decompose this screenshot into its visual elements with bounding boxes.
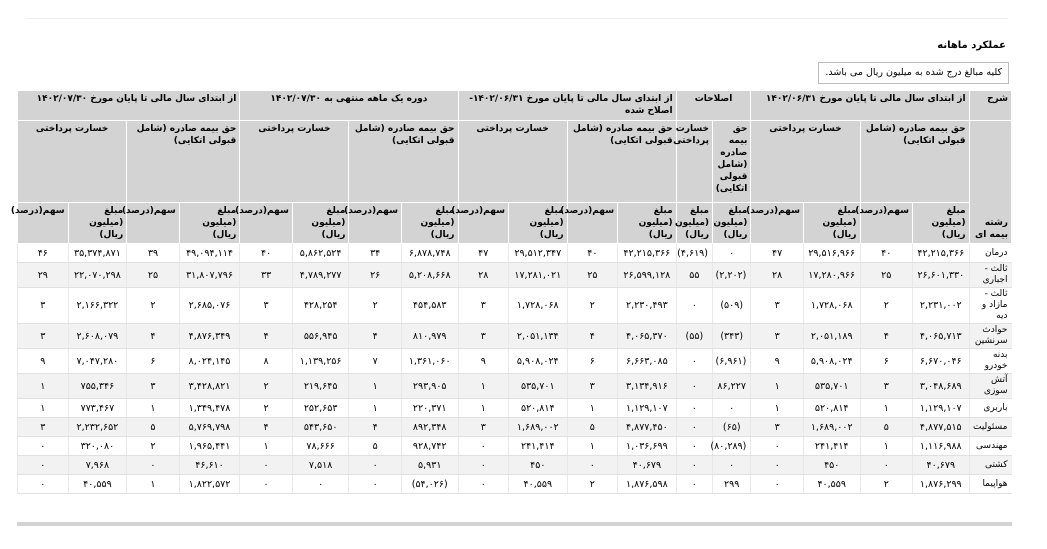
- table-cell: ۱: [458, 399, 509, 418]
- table-cell: ۶,۶۷۰,۰۴۶: [913, 349, 970, 374]
- table-cell: ۱,۱۱۶,۹۸۸: [913, 437, 970, 456]
- table-cell: ۵۲۰,۸۱۴: [803, 399, 860, 418]
- table-cell: ۴۷: [458, 244, 509, 263]
- table-cell: ۱,۷۲۸,۰۶۸: [509, 288, 568, 324]
- table-row: [18, 399, 1012, 418]
- table-cell: ۲,۰۵۱,۱۳۴: [509, 324, 568, 349]
- table-row: [18, 288, 1012, 324]
- group-header-3: از ابتدای سال مالی تا پایان مورخ ۱۴۰۲/۰۶/۳۱-اصلاح شده: [458, 91, 676, 121]
- table-cell: ۲۶,۶۰۱,۳۳۰: [913, 263, 970, 288]
- table-cell: ۰: [713, 244, 751, 263]
- table-cell: ۴,۸۷۶,۳۴۹: [179, 324, 240, 349]
- table-cell: ۰: [751, 475, 804, 494]
- table-cell: ۸۶,۲۲۷: [713, 374, 751, 399]
- table-cell: ۵۵۶,۹۴۵: [292, 324, 349, 349]
- table-cell: ۴: [567, 324, 618, 349]
- table-cell: ۹: [18, 349, 69, 374]
- monthly-performance-table: [10, 90, 1012, 494]
- table-cell: (۶۵): [713, 418, 751, 437]
- table-cell: ۴۷: [751, 244, 804, 263]
- claims-header-4: خسارت پرداختی: [240, 121, 349, 203]
- table-cell: ۰: [676, 456, 712, 475]
- table-cell: ۱,۶۸۹,۰۰۲: [509, 418, 568, 437]
- table-cell: ۲۹,۵۱۲,۳۴۷: [509, 244, 568, 263]
- amount-header: مبلغ (میلیون ریال): [913, 203, 970, 244]
- table-cell: ۰: [860, 456, 913, 475]
- table-cell: ۶: [860, 349, 913, 374]
- table-cell: ۲۹,۵۱۶,۹۶۶: [803, 244, 860, 263]
- table-cell: ۸: [240, 349, 293, 374]
- amount-header: مبلغ (میلیون ریال): [676, 203, 712, 244]
- table-cell: ۴۹,۰۹۴,۱۱۴: [179, 244, 240, 263]
- table-cell: ۰: [240, 475, 293, 494]
- premium-header-2: حق بیمه صادره (شامل قبولی اتکایی): [713, 121, 751, 203]
- table-cell: ۰: [18, 475, 69, 494]
- page-title: عملکرد ماهانه: [937, 40, 1006, 51]
- premium-header-4: حق بیمه صادره (شامل قبولی اتکایی): [349, 121, 458, 203]
- table-cell: ۴۵۰: [803, 456, 860, 475]
- table-cell: ۰: [458, 437, 509, 456]
- table-cell: ۰: [127, 456, 180, 475]
- table-cell: ۱: [860, 437, 913, 456]
- table-cell: ۲۲,۰۷۰,۲۹۸: [68, 263, 127, 288]
- table-cell: ۴,۰۶۵,۷۱۳: [913, 324, 970, 349]
- table-cell: ۴۲,۲۱۵,۳۶۶: [618, 244, 677, 263]
- amount-header: مبلغ (میلیون ریال): [179, 203, 240, 244]
- table-cell: ۰: [676, 399, 712, 418]
- amount-header: مبلغ (میلیون ریال): [713, 203, 751, 244]
- table-cell: ۰: [751, 456, 804, 475]
- row-label: ثالث - اجباری: [969, 263, 1011, 288]
- table-cell: ۴: [349, 418, 402, 437]
- table-cell: (۳۴۳): [713, 324, 751, 349]
- table-cell: ۵,۹۳۱: [401, 456, 458, 475]
- table-cell: ۴۲۸,۲۵۴: [292, 288, 349, 324]
- row-label: درمان: [969, 244, 1011, 263]
- table-cell: (۶,۹۶۱): [713, 349, 751, 374]
- table-cell: ۳: [567, 374, 618, 399]
- table-cell: ۴۰,۶۷۹: [913, 456, 970, 475]
- table-cell: ۴: [127, 324, 180, 349]
- premium-header-1: حق بیمه صادره (شامل قبولی اتکایی): [860, 121, 969, 203]
- amount-header: مبلغ (میلیون ریال): [292, 203, 349, 244]
- share-header: سهم(درصد): [567, 203, 618, 244]
- table-cell: ۵,۲۰۸,۶۶۸: [401, 263, 458, 288]
- table-cell: ۴,۸۷۷,۵۱۵: [913, 418, 970, 437]
- table-cell: ۰: [713, 399, 751, 418]
- table-cell: ۸,۰۲۴,۱۴۵: [179, 349, 240, 374]
- premium-header-3: حق بیمه صادره (شامل قبولی اتکایی): [567, 121, 676, 203]
- table-cell: ۱: [751, 399, 804, 418]
- premium-header-5: حق بیمه صادره (شامل قبولی اتکایی): [127, 121, 240, 203]
- table-cell: ۲: [860, 288, 913, 324]
- table-row: [18, 418, 1012, 437]
- table-cell: ۳: [751, 418, 804, 437]
- table-cell: ۲,۱۶۶,۳۲۲: [68, 288, 127, 324]
- group-header-2: اصلاحات: [676, 91, 751, 121]
- table-footer-bar: [17, 522, 1012, 526]
- table-cell: ۴۶,۶۱۰: [179, 456, 240, 475]
- table-cell: ۲۵: [567, 263, 618, 288]
- table-cell: (۲,۲۰۲): [713, 263, 751, 288]
- table-cell: ۳: [240, 288, 293, 324]
- table-cell: ۱: [127, 399, 180, 418]
- table-body: [18, 244, 1012, 494]
- table-cell: ۰: [676, 437, 712, 456]
- share-header: سهم(درصد): [127, 203, 180, 244]
- table-cell: ۵۳۵,۷۰۱: [509, 374, 568, 399]
- table-cell: ۷۸,۶۶۶: [292, 437, 349, 456]
- share-header: سهم(درصد): [349, 203, 402, 244]
- table-cell: ۰: [349, 456, 402, 475]
- table-cell: ۳: [18, 324, 69, 349]
- table-cell: ۵,۸۶۲,۵۲۴: [292, 244, 349, 263]
- table-cell: ۷۷۳,۴۶۷: [68, 399, 127, 418]
- table-cell: ۴۰,۵۵۹: [509, 475, 568, 494]
- table-cell: ۷,۰۴۷,۲۸۰: [68, 349, 127, 374]
- row-label: کشتی: [969, 456, 1011, 475]
- table-cell: ۴۰,۵۵۹: [68, 475, 127, 494]
- table-cell: ۶: [567, 349, 618, 374]
- table-cell: ۶: [127, 349, 180, 374]
- row-label: مهندسی: [969, 437, 1011, 456]
- table-cell: ۴۰,۶۷۹: [618, 456, 677, 475]
- table-cell: ۱: [751, 374, 804, 399]
- table-cell: ۰: [676, 418, 712, 437]
- table-cell: ۵: [127, 418, 180, 437]
- table-cell: ۰: [751, 437, 804, 456]
- table-cell: (۵۰۹): [713, 288, 751, 324]
- table-cell: ۴۲,۲۱۵,۳۶۶: [913, 244, 970, 263]
- table-cell: (۸۰,۲۸۹): [713, 437, 751, 456]
- table-cell: ۲,۲۳۲,۶۵۲: [68, 418, 127, 437]
- monthly-performance-table-wrap: [10, 90, 1012, 494]
- table-cell: (۵۴,۰۲۶): [401, 475, 458, 494]
- table-cell: (۵۵): [676, 324, 712, 349]
- table-cell: ۵,۹۰۸,۰۲۴: [509, 349, 568, 374]
- table-cell: ۳: [458, 324, 509, 349]
- table-cell: ۲۴۱,۴۱۴: [803, 437, 860, 456]
- table-cell: ۰: [713, 456, 751, 475]
- table-cell: ۴,۸۷۷,۴۵۰: [618, 418, 677, 437]
- table-cell: ۲,۲۳۰,۴۹۳: [618, 288, 677, 324]
- table-cell: ۲,۶۰۸,۰۷۹: [68, 324, 127, 349]
- claims-header-5: خسارت پرداختی: [18, 121, 127, 203]
- share-header: سهم(درصد): [751, 203, 804, 244]
- table-cell: ۲: [127, 288, 180, 324]
- table-cell: ۰: [349, 475, 402, 494]
- amount-header: مبلغ (میلیون ریال): [509, 203, 568, 244]
- table-cell: ۰: [567, 456, 618, 475]
- table-cell: ۱,۰۳۶,۶۹۹: [618, 437, 677, 456]
- table-cell: ۲۲۰,۳۷۱: [401, 399, 458, 418]
- table-cell: ۱۷,۲۸۰,۹۶۶: [803, 263, 860, 288]
- table-cell: ۱,۱۲۹,۱۰۷: [618, 399, 677, 418]
- table-cell: ۲: [127, 437, 180, 456]
- table-cell: ۲: [240, 374, 293, 399]
- table-cell: ۵۳۵,۷۰۱: [803, 374, 860, 399]
- table-cell: ۳,۱۳۴,۹۱۶: [618, 374, 677, 399]
- table-cell: ۶,۶۶۳,۰۸۵: [618, 349, 677, 374]
- table-cell: ۲۵۲,۶۵۳: [292, 399, 349, 418]
- table-cell: ۰: [458, 456, 509, 475]
- table-cell: ۰: [18, 456, 69, 475]
- table-cell: ۳,۴۲۸,۸۲۱: [179, 374, 240, 399]
- table-cell: ۴۶: [18, 244, 69, 263]
- table-cell: ۴۰,۵۵۹: [803, 475, 860, 494]
- table-cell: ۵: [567, 418, 618, 437]
- table-cell: ۱,۶۸۹,۰۰۲: [803, 418, 860, 437]
- table-cell: ۲,۰۵۱,۱۸۹: [803, 324, 860, 349]
- table-row: [18, 456, 1012, 475]
- table-cell: ۱,۸۷۶,۵۹۸: [618, 475, 677, 494]
- table-cell: ۸۹۲,۳۴۸: [401, 418, 458, 437]
- table-cell: ۰: [676, 288, 712, 324]
- table-cell: ۲۶,۵۹۹,۱۲۸: [618, 263, 677, 288]
- table-cell: ۴۵۴,۵۸۳: [401, 288, 458, 324]
- table-cell: ۷,۹۶۸: [68, 456, 127, 475]
- table-cell: ۰: [676, 349, 712, 374]
- table-cell: ۴,۷۸۹,۲۷۷: [292, 263, 349, 288]
- row-label: مسئولیت: [969, 418, 1011, 437]
- table-cell: ۴: [349, 324, 402, 349]
- col-reshte: رشته بیمه ای: [969, 121, 1011, 244]
- row-label: باربری: [969, 399, 1011, 418]
- table-cell: ۵: [860, 418, 913, 437]
- claims-header-3: خسارت پرداختی: [458, 121, 567, 203]
- table-cell: ۲: [860, 475, 913, 494]
- table-cell: ۱,۳۶۱,۰۶۰: [401, 349, 458, 374]
- table-cell: ۳: [18, 418, 69, 437]
- table-cell: ۳۱,۸۰۷,۷۹۶: [179, 263, 240, 288]
- amount-header: مبلغ (میلیون ریال): [618, 203, 677, 244]
- table-cell: ۰: [18, 437, 69, 456]
- col-sharh: شرح: [969, 91, 1011, 121]
- table-cell: ۴۰: [567, 244, 618, 263]
- table-cell: ۱,۱۲۹,۱۰۷: [913, 399, 970, 418]
- share-header: سهم(درصد): [240, 203, 293, 244]
- table-cell: ۲۵: [127, 263, 180, 288]
- table-cell: ۴: [860, 324, 913, 349]
- table-cell: ۱: [240, 437, 293, 456]
- table-cell: ۱: [349, 374, 402, 399]
- table-cell: ۱: [567, 437, 618, 456]
- table-cell: ۳۴: [349, 244, 402, 263]
- table-cell: ۱,۸۷۶,۲۹۹: [913, 475, 970, 494]
- row-label: ثالث - مازاد و دیه: [969, 288, 1011, 324]
- table-cell: ۳: [127, 374, 180, 399]
- share-header: سهم(درصد): [860, 203, 913, 244]
- table-cell: ۹: [751, 349, 804, 374]
- table-cell: ۵,۹۰۸,۰۲۴: [803, 349, 860, 374]
- table-cell: ۲: [349, 288, 402, 324]
- amount-header: مبلغ (میلیون ریال): [803, 203, 860, 244]
- row-label: بدنه خودرو: [969, 349, 1011, 374]
- table-cell: ۹: [458, 349, 509, 374]
- table-cell: ۲,۲۳۱,۰۰۲: [913, 288, 970, 324]
- amount-header: مبلغ (میلیون ریال): [68, 203, 127, 244]
- table-row: [18, 244, 1012, 263]
- table-cell: ۳۵,۳۷۴,۸۷۱: [68, 244, 127, 263]
- table-cell: ۲: [567, 288, 618, 324]
- table-row: [18, 475, 1012, 494]
- table-cell: ۳۳: [240, 263, 293, 288]
- group-header-1: از ابتدای سال مالی تا پایان مورخ ۱۴۰۲/۰۶/۳۱: [751, 91, 969, 121]
- table-cell: ۲۸: [751, 263, 804, 288]
- table-cell: ۵: [349, 437, 402, 456]
- table-cell: ۱: [18, 399, 69, 418]
- table-cell: ۲۱۹,۶۴۵: [292, 374, 349, 399]
- table-cell: ۰: [292, 475, 349, 494]
- claims-header-2: خسارت پرداختی: [676, 121, 712, 203]
- table-cell: ۲۹۹: [713, 475, 751, 494]
- table-cell: ۳,۰۴۸,۶۸۹: [913, 374, 970, 399]
- table-cell: ۳: [458, 288, 509, 324]
- amount-header: مبلغ (میلیون ریال): [401, 203, 458, 244]
- table-cell: ۱,۳۴۹,۴۷۸: [179, 399, 240, 418]
- table-cell: ۳: [751, 324, 804, 349]
- group-header-4: دوره یک ماهه منتهی به ۱۴۰۲/۰۷/۳۰: [240, 91, 458, 121]
- table-cell: ۱,۷۲۸,۰۶۸: [803, 288, 860, 324]
- table-cell: ۰: [458, 475, 509, 494]
- table-cell: ۲۸: [458, 263, 509, 288]
- row-label: حوادث سرنشین: [969, 324, 1011, 349]
- table-cell: ۲۵: [860, 263, 913, 288]
- row-label: آتش سوزی: [969, 374, 1011, 399]
- table-cell: ۱۷,۲۸۱,۰۲۱: [509, 263, 568, 288]
- table-cell: ۵,۷۶۹,۷۹۸: [179, 418, 240, 437]
- table-cell: ۲۹: [18, 263, 69, 288]
- share-header: سهم(درصد): [458, 203, 509, 244]
- table-cell: ۱,۹۶۵,۴۴۱: [179, 437, 240, 456]
- group-header-5: از ابتدای سال مالی تا پایان مورخ ۱۴۰۲/۰۷/۳۰: [18, 91, 240, 121]
- table-cell: ۷: [349, 349, 402, 374]
- table-cell: ۴: [240, 418, 293, 437]
- top-divider: [26, 18, 1008, 19]
- table-row: [18, 437, 1012, 456]
- table-cell: ۰: [676, 374, 712, 399]
- table-cell: ۵۲۰,۸۱۴: [509, 399, 568, 418]
- table-cell: ۹۲۸,۷۴۲: [401, 437, 458, 456]
- share-header: سهم(درصد): [18, 203, 69, 244]
- table-row: [18, 263, 1012, 288]
- row-label: هواپیما: [969, 475, 1011, 494]
- table-cell: ۲۶: [349, 263, 402, 288]
- table-cell: ۲,۶۸۵,۰۷۶: [179, 288, 240, 324]
- table-cell: ۶,۸۷۸,۷۴۸: [401, 244, 458, 263]
- table-cell: ۲۹۳,۹۰۵: [401, 374, 458, 399]
- table-cell: ۱: [349, 399, 402, 418]
- table-row: [18, 374, 1012, 399]
- table-cell: ۴: [240, 324, 293, 349]
- table-cell: ۳: [458, 418, 509, 437]
- table-cell: ۲: [567, 475, 618, 494]
- table-cell: ۳: [860, 374, 913, 399]
- table-cell: ۴۰: [240, 244, 293, 263]
- table-cell: ۱: [567, 399, 618, 418]
- table-cell: (۴,۶۱۹): [676, 244, 712, 263]
- table-cell: ۱: [860, 399, 913, 418]
- table-cell: ۱: [127, 475, 180, 494]
- table-cell: ۱: [458, 374, 509, 399]
- table-cell: ۲۴۱,۴۱۴: [509, 437, 568, 456]
- table-cell: ۵۴۳,۶۵۰: [292, 418, 349, 437]
- table-cell: ۸۱۰,۹۷۹: [401, 324, 458, 349]
- table-cell: ۰: [676, 475, 712, 494]
- table-cell: ۷,۵۱۸: [292, 456, 349, 475]
- table-cell: ۱: [18, 374, 69, 399]
- table-cell: ۳: [751, 288, 804, 324]
- table-cell: ۴۰: [860, 244, 913, 263]
- claims-header-1: خسارت پرداختی: [751, 121, 860, 203]
- table-cell: ۰: [240, 456, 293, 475]
- table-cell: ۳۲۰,۰۸۰: [68, 437, 127, 456]
- table-cell: ۱,۱۳۹,۲۵۶: [292, 349, 349, 374]
- table-cell: ۴,۰۶۵,۳۷۰: [618, 324, 677, 349]
- table-cell: ۱,۸۲۲,۵۷۲: [179, 475, 240, 494]
- table-cell: ۲: [240, 399, 293, 418]
- units-note: کلیه مبالغ درج شده به میلیون ریال می باشد.: [818, 62, 1009, 84]
- table-cell: ۴۵۰: [509, 456, 568, 475]
- table-cell: ۳۹: [127, 244, 180, 263]
- table-cell: ۳: [18, 288, 69, 324]
- table-row: [18, 324, 1012, 349]
- table-cell: ۵۵: [676, 263, 712, 288]
- table-cell: ۷۵۵,۳۴۶: [68, 374, 127, 399]
- table-row: [18, 349, 1012, 374]
